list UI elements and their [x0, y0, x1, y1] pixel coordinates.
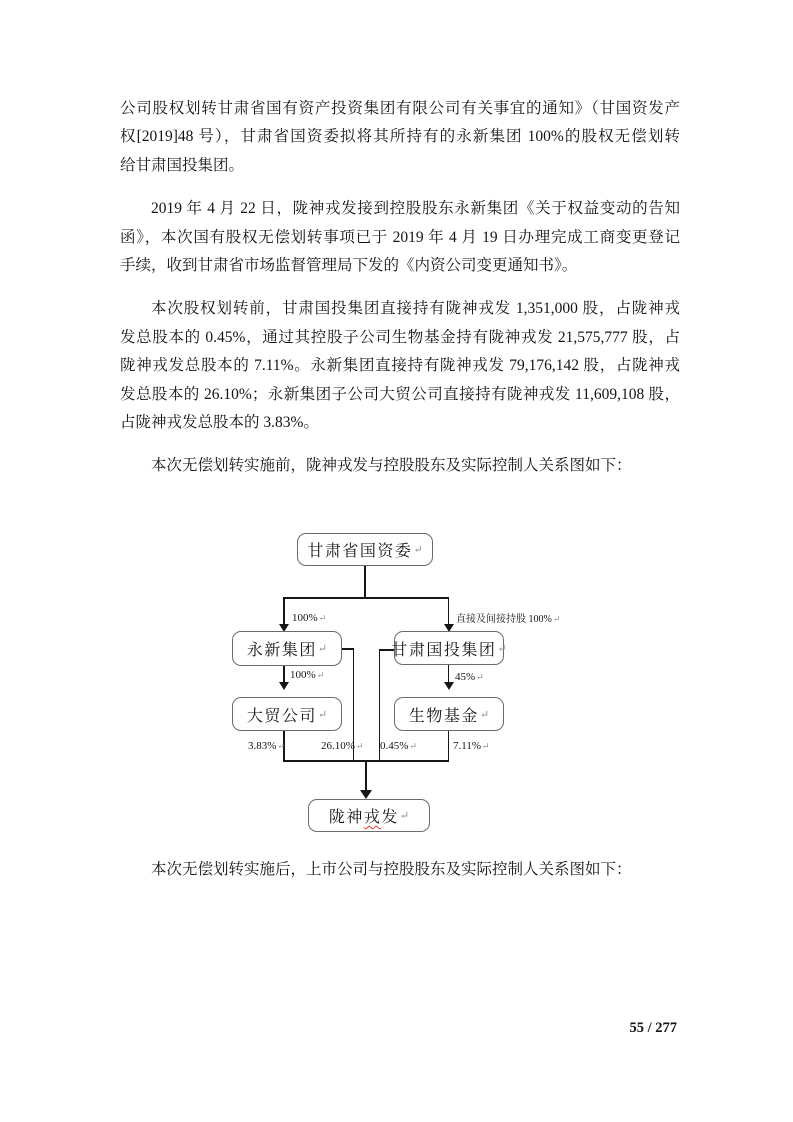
- paragraph-line: 占陇神戎发总股本的 3.83%。: [120, 413, 319, 431]
- node-label: 永新集团: [246, 642, 317, 659]
- connector-drop-yongxin: [283, 597, 285, 624]
- connector-split-bar: [283, 597, 449, 599]
- node-label: 甘肃省国资委: [307, 543, 413, 560]
- paragraph-line: 陇神戎发总股本的 7.11%。永新集团直接持有陇神戎发 79,176,142 股，占陇神戎: [120, 357, 680, 375]
- node-gansu-sasac: [297, 533, 433, 566]
- arrowhead-to-damao: [279, 682, 289, 690]
- label-guotou-to-shengwu: [455, 671, 484, 683]
- return-mark: ↵: [355, 741, 364, 751]
- paragraph: [120, 195, 680, 280]
- arrowhead-to-shengwu: [444, 682, 454, 690]
- label-gov-to-guotou: [456, 610, 560, 625]
- body-paragraphs: [120, 95, 680, 481]
- paragraph: [120, 856, 680, 884]
- label-yongxin-stake: [321, 740, 363, 752]
- label-damao-stake: [248, 740, 285, 752]
- node-label: 陇神: [328, 809, 364, 826]
- node-label: 生物基金: [408, 707, 479, 725]
- node-gansu-guotou-group: [391, 631, 507, 665]
- paragraph-line: 发总股本的 26.10%；永新集团子公司大贸公司直接持有陇神戎发 11,609,108 股，: [120, 385, 680, 403]
- node-longshen-rongfa: [308, 799, 430, 832]
- label-shengwu-stake: [453, 740, 490, 752]
- page-number: 55 / 277: [629, 1020, 677, 1036]
- node-damao-company: [232, 697, 342, 731]
- label-text: 45%: [455, 671, 476, 683]
- node-label: 大贸公司: [246, 707, 317, 725]
- label-gov-to-yongxin: [292, 612, 326, 624]
- label-yongxin-to-damao: [290, 669, 324, 681]
- paragraph: [120, 295, 680, 437]
- ownership-diagram-before: [0, 528, 793, 848]
- connector-shengwu-down: [448, 729, 450, 760]
- return-mark: ↵: [476, 672, 484, 682]
- connector-final-stem: [365, 760, 367, 790]
- paragraph-line: 2019 年 4 月 22 日，陇神戎发接到控股股东永新集团《关于权益变动的告知: [151, 200, 680, 218]
- connector-drop-guotou: [448, 597, 450, 624]
- return-mark: ↵: [399, 810, 410, 822]
- paragraph-line: 本次无偿划转实施前，陇神戎发与控股股东及实际控制人关系图如下：: [151, 457, 632, 475]
- label-text: 3.83%: [248, 740, 277, 752]
- paragraph-line: 公司股权划转甘肃省国有资产投资集团有限公司有关事宜的通知》（甘国资发产: [120, 100, 680, 117]
- paragraph-line: 函》，本次国有股权无偿划转事项已于 2019 年 4 月 19 日办理完成工商变更登记: [120, 228, 680, 246]
- paragraph-line: 给甘肃国投集团。: [120, 156, 245, 174]
- paragraph: [120, 452, 680, 480]
- node-label: 甘肃国投集团: [391, 641, 497, 659]
- return-mark: ↵: [317, 643, 328, 655]
- label-guotou-stake: [380, 740, 417, 752]
- label-text: 100%: [292, 612, 318, 624]
- return-mark: ↵: [317, 708, 328, 721]
- label-text: 直接及间接持股 100%: [456, 614, 552, 625]
- return-mark: ↵: [316, 670, 325, 680]
- return-mark: ↵: [318, 613, 327, 623]
- node-yongxin-group: [232, 631, 342, 666]
- node-shengwu-fund: [394, 697, 504, 731]
- return-mark: ↵: [413, 544, 423, 556]
- paragraph-line: 本次股权划转前，甘肃国投集团直接持有陇神戎发 1,351,000 股，占陇神戎: [151, 300, 680, 318]
- paragraph-line: 发总股本的 0.45%，通过其控股子公司生物基金持有陇神戎发 21,575,777 股，占: [120, 328, 680, 346]
- label-text: 7.11%: [453, 740, 482, 752]
- return-mark: ↵: [409, 741, 417, 751]
- arrowhead-to-longshen: [360, 790, 372, 799]
- node-label: 发: [381, 809, 399, 826]
- return-mark: ↵: [482, 741, 490, 751]
- closing-paragraph: [120, 856, 680, 884]
- label-text: 0.45%: [380, 740, 409, 752]
- return-mark: ↵: [479, 708, 490, 721]
- label-text: 100%: [290, 669, 316, 681]
- paragraph-line: 权[2019]48 号），甘肃省国资委拟将其所持有的永新集团 100%的股权无偿划转: [120, 128, 680, 146]
- paragraph: [120, 95, 680, 180]
- label-text: 26.10%: [321, 740, 355, 752]
- return-mark: ↵: [277, 741, 285, 751]
- return-mark: ↵: [552, 614, 561, 624]
- paragraph-line: 本次无偿划转实施后，上市公司与控股股东及实际控制人关系图如下：: [151, 861, 632, 878]
- return-mark: ↵: [497, 642, 507, 655]
- paragraph-line: 手续，收到甘肃省市场监督管理局下发的《内资公司变更通知书》。: [120, 256, 578, 274]
- connector-gov-stem: [364, 564, 366, 598]
- node-label-spellcheck-marked: 戎: [363, 809, 382, 826]
